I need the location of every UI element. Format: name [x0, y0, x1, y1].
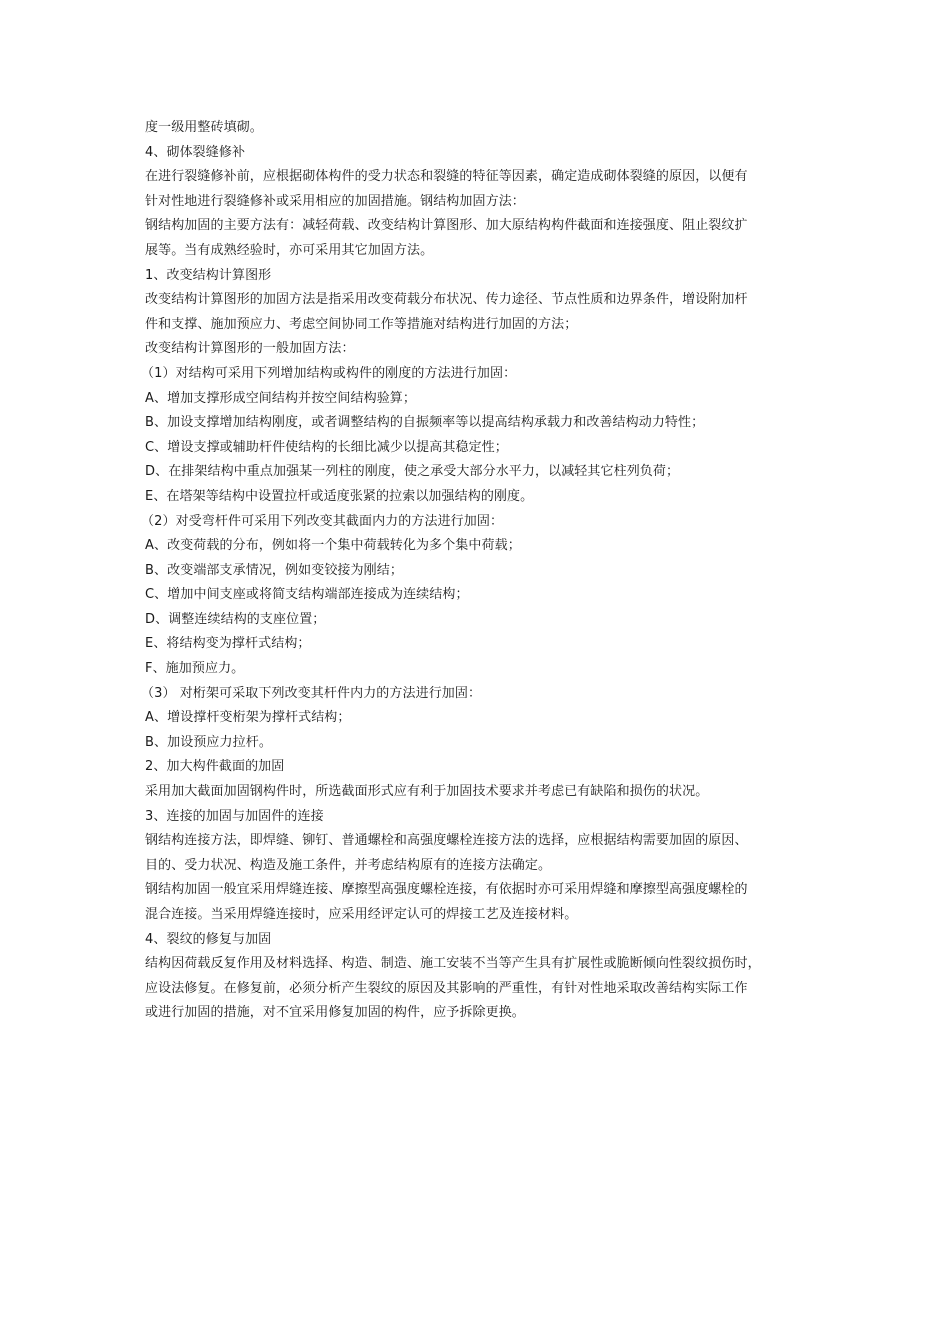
list-item: A、改变荷载的分布，例如将一个集中荷载转化为多个集中荷载； — [145, 538, 521, 554]
list-item: D、调整连续结构的支座位置； — [145, 611, 326, 627]
text-line: 或进行加固的措施，对不宜采用修复加固的构件，应予拆除更换。 — [145, 1005, 525, 1021]
text-line: 改变结构计算图形的加固方法是指采用改变荷载分布状况、传力途径、节点性质和边界条件，增设附加杆 — [145, 292, 748, 308]
subsection-heading: （3） 对桁架可采取下列改变其杆件内力的方法进行加固： — [141, 685, 482, 701]
text-line: 目的、受力状况、构造及施工条件，并考虑结构原有的连接方法确定。 — [145, 857, 552, 873]
subsection-heading: （2）对受弯杆件可采用下列改变其截面内力的方法进行加固： — [141, 513, 504, 529]
section-heading: 2、加大构件截面的加固 — [145, 759, 285, 775]
list-item: B、改变端部支承情况，例如变铰接为刚结； — [145, 562, 403, 578]
list-item: E、将结构变为撑杆式结构； — [145, 636, 311, 652]
subsection-heading: （1）对结构可采用下列增加结构或构件的刚度的方法进行加固： — [141, 365, 517, 381]
list-item: B、加设支撑增加结构刚度，或者调整结构的自振频率等以提高结构承载力和改善结构动力特性； — [145, 415, 705, 431]
list-item: E、在塔架等结构中设置拉杆或适度张紧的拉索以加强结构的刚度。 — [145, 488, 534, 504]
list-item: B、加设预应力拉杆。 — [145, 734, 272, 750]
section-heading: 4、砌体裂缝修补 — [145, 144, 246, 160]
text-line: 采用加大截面加固钢构件时，所选截面形式应有利于加固技术要求并考虑已有缺陷和损伤的状况。 — [145, 784, 709, 800]
list-item: A、增设撑杆变桁架为撑杆式结构； — [145, 710, 351, 726]
text-line: 改变结构计算图形的一般加固方法： — [145, 341, 355, 357]
text-line: 钢结构加固一般宜采用焊缝连接、摩擦型高强度螺栓连接，有依据时亦可采用焊缝和摩擦型高强度螺栓的 — [145, 882, 748, 898]
list-item: F、施加预应力。 — [145, 661, 245, 677]
text-line: 针对性地进行裂缝修补或采用相应的加固措施。钢结构加固方法： — [145, 193, 525, 209]
document-body — [141, 116, 809, 1026]
text-line: 钢结构连接方法，即焊缝、铆钉、普通螺栓和高强度螺栓连接方法的选择，应根据结构需要加固的原因、 — [145, 833, 748, 849]
text-line: 件和支撑、施加预应力、考虑空间协同工作等措施对结构进行加固的方法； — [145, 316, 578, 332]
text-line: 在进行裂缝修补前，应根据砌体构件的受力状态和裂缝的特征等因素，确定造成砌体裂缝的原因，以便有 — [145, 169, 748, 185]
list-item: C、增设支撑或辅助杆件使结构的长细比减少以提高其稳定性； — [145, 439, 508, 455]
section-heading: 4、裂纹的修复与加固 — [145, 931, 272, 947]
text-line: 结构因荷载反复作用及材料选择、构造、制造、施工安装不当等产生具有扩展性或脆断倾向性裂纹损伤时， — [145, 956, 761, 972]
text-line: 展等。当有成熟经验时，亦可采用其它加固方法。 — [145, 242, 434, 258]
list-item: C、增加中间支座或将简支结构端部连接成为连续结构； — [145, 587, 469, 603]
text-line: 混合连接。当采用焊缝连接时，应采用经评定认可的焊接工艺及连接材料。 — [145, 907, 578, 922]
text-line: 度一级用整砖填砌。 — [145, 120, 263, 135]
text-line: 钢结构加固的主要方法有：减轻荷载、改变结构计算图形、加大原结构构件截面和连接强度、阻止裂纹扩 — [145, 218, 748, 234]
section-heading: 1、改变结构计算图形 — [145, 267, 272, 283]
section-heading: 3、连接的加固与加固件的连接 — [145, 808, 324, 824]
list-item: D、在排架结构中重点加强某一列柱的刚度，使之承受大部分水平力，以减轻其它柱列负荷； — [145, 464, 680, 480]
list-item: A、增加支撑形成空间结构并按空间结构验算； — [145, 390, 416, 406]
text-line: 应设法修复。在修复前，必须分析产生裂纹的原因及其影响的严重性，有针对性地采取改善结构实际工作 — [145, 980, 748, 996]
